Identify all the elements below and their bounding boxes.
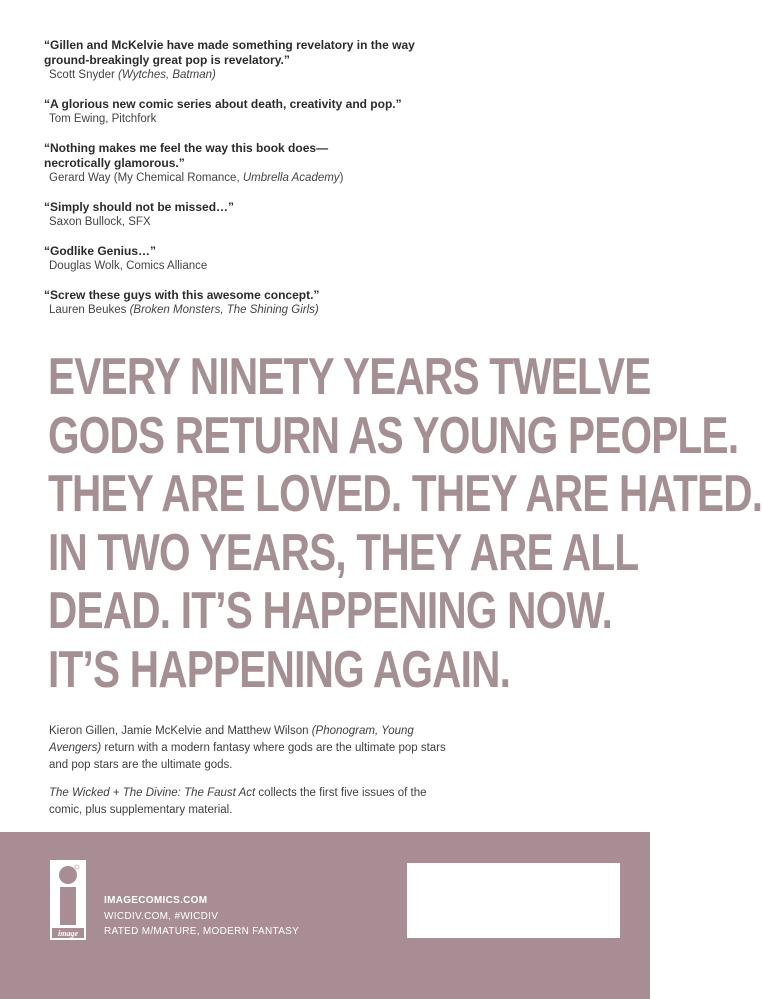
quote-item (44, 288, 484, 318)
quote-item (44, 141, 484, 186)
description-blurb (49, 723, 449, 830)
image-comics-logo (50, 860, 86, 940)
tagline-line: IN TWO YEARS, THEY ARE ALL (48, 523, 639, 582)
quote-item (44, 244, 484, 274)
tagline-line: IT’S HAPPENING AGAIN. (48, 640, 511, 699)
quote-item (44, 38, 484, 83)
quote-author (44, 215, 484, 230)
quote-author (44, 68, 484, 83)
quote-author-name: Scott Snyder (49, 69, 119, 81)
footer-info (104, 893, 299, 940)
quote-author-name: Douglas Wolk, Comics Alliance (49, 260, 208, 272)
quote-text: “Nothing makes me feel the way this book does— necrotically glamorous.” (44, 141, 329, 170)
quote-author-name: Lauren Beukes (49, 304, 130, 316)
quote-text: “Gillen and McKelvie have made something revelatory in the way ground-breakingly great pop is revelatory.” (44, 38, 415, 67)
tagline-line: DEAD. IT’S HAPPENING NOW. (48, 582, 613, 640)
book-title: The Wicked + The Divine: The Faust Act (49, 787, 256, 799)
quote-text: “A glorious new comic series about death, creativity and pop.” (44, 97, 402, 111)
quote-item (44, 200, 484, 230)
rating-text: RATED M/MATURE, MODERN FANTASY (104, 926, 300, 937)
tagline-line: EVERY NINETY YEARS TWELVE (48, 348, 651, 406)
tagline-line: GODS RETURN AS YOUNG PEOPLE. (48, 406, 739, 465)
blurb-paragraph (49, 785, 449, 819)
quote-text: “Godlike Genius…” (44, 244, 157, 258)
quote-item (44, 97, 484, 127)
tagline-line: THEY ARE LOVED. THEY ARE HATED. (48, 465, 762, 523)
quote-author-works: Umbrella Academy (242, 172, 340, 184)
quotes-section (44, 38, 484, 332)
blurb-creators: Kieron Gillen, Jamie McKelvie and Matthew Wilson (49, 725, 312, 737)
quote-author-suffix: ) (339, 172, 344, 184)
quote-author-works: (Broken Monsters, The Shining Girls) (129, 304, 319, 316)
quote-author-name: Saxon Bullock, SFX (49, 216, 151, 228)
quote-text: “Simply should not be missed…” (44, 200, 235, 214)
publisher-website-link[interactable]: IMAGECOMICS.COM (104, 895, 208, 906)
barcode-area (407, 863, 620, 938)
quote-author (44, 303, 484, 318)
quote-author (44, 112, 484, 127)
series-website-link[interactable]: WICDIV.COM, #WICDIV (104, 910, 219, 922)
quote-author-name: Tom Ewing, Pitchfork (49, 113, 157, 125)
quote-author (44, 171, 484, 186)
quote-author-works: (Wytches, Batman) (118, 69, 216, 81)
blurb-paragraph (49, 723, 449, 774)
quote-author-name: Gerard Way (My Chemical Romance, (49, 172, 243, 184)
logo-wordmark: image (58, 929, 78, 938)
quote-author (44, 259, 484, 274)
tagline-heading (48, 348, 762, 699)
blurb-premise: return with a modern fantasy where gods are the ultimate pop stars and pop stars are the ultimate gods. (49, 742, 446, 771)
quote-text: “Screw these guys with this awesome concept.” (44, 288, 320, 302)
blurb-collects: collects the first five issues of the comic, plus supplementary material. (49, 787, 427, 816)
blurb-previous-works: (Phonogram, Young Avengers) (49, 725, 414, 754)
